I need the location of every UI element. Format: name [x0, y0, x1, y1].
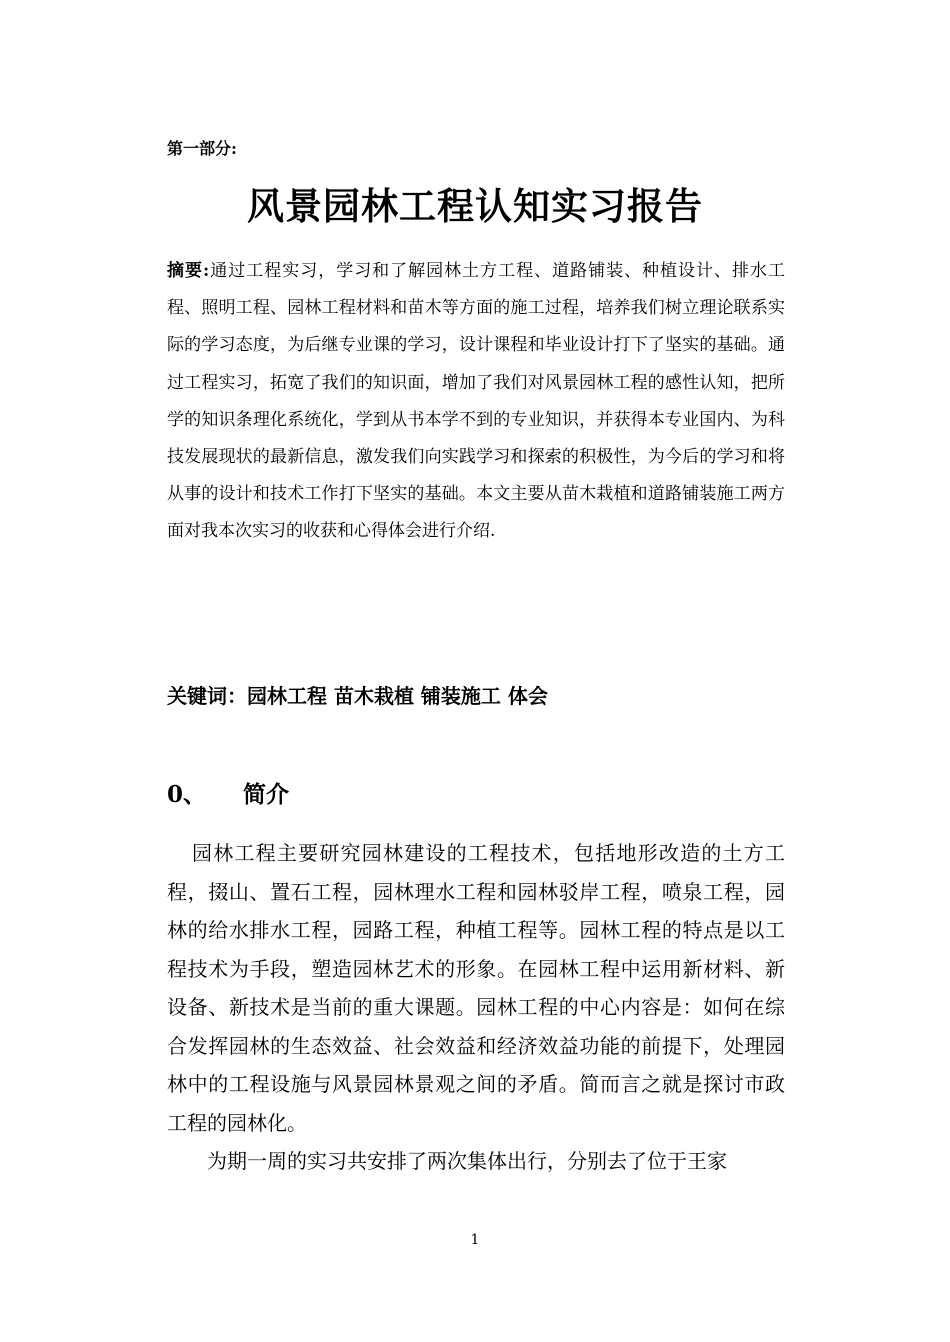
section-body: [167, 834, 785, 1181]
page-number: 1: [470, 1232, 480, 1248]
section-title: 简介: [243, 781, 289, 808]
section-number: 0、: [167, 781, 207, 808]
page-title: 风景园林工程认知实习报告: [247, 184, 703, 228]
abstract: [167, 253, 785, 551]
abstract-text: 通过工程实习，学习和了解园林土方工程、道路铺装、种植设计、排水工程、照明工程、园林工程材料和苗木等方面的施工过程，培养我们树立理论联系实际的学习态度，为后继专业课的学习，设计课程和毕业设计打下了坚实的基础。通过工程实习，拓宽了我们的知识面，增加了我们对风景园林工程的感性认知，把所学的知识条理化系统化，学到从书本学不到的专业知识，并获得本专业国内、为科技发展现状的最新信息，激发我们向实践学习和探索的积极性，为今后的学习和将从事的设计和技术工作打下坚实的基础。本文主要从苗木栽植和道路铺装施工两方面对我本次实习的收获和心得体会进行介绍.: [167, 261, 785, 542]
part-label: 第一部分:: [167, 139, 237, 158]
paragraph: 为期一周的实习共安排了两次集体出行，分别去了位于王家: [207, 1149, 727, 1173]
paragraph: 园林工程主要研究园林建设的工程技术，包括地形改造的土方工程，掇山、置石工程，园林理水工程和园林驳岸工程，喷泉工程，园林的给水排水工程，园路工程，种植工程等。园林工程的特点是以工程技术为手段，塑造园林艺术的形象。在园林工程中运用新材料、新设备、新技术是当前的重大课题。园林工程的中心内容是：如何在综合发挥园林的生态效益、社会效益和经济效益功能的前提下，处理园林中的工程设施与风景园林景观之间的矛盾。简而言之就是探讨市政工程的园林化。: [167, 841, 785, 1135]
section-heading: [167, 776, 289, 809]
keywords: 关键词：园林工程 苗木栽植 铺装施工 体会: [167, 684, 548, 708]
abstract-label: 摘要:: [167, 261, 210, 281]
